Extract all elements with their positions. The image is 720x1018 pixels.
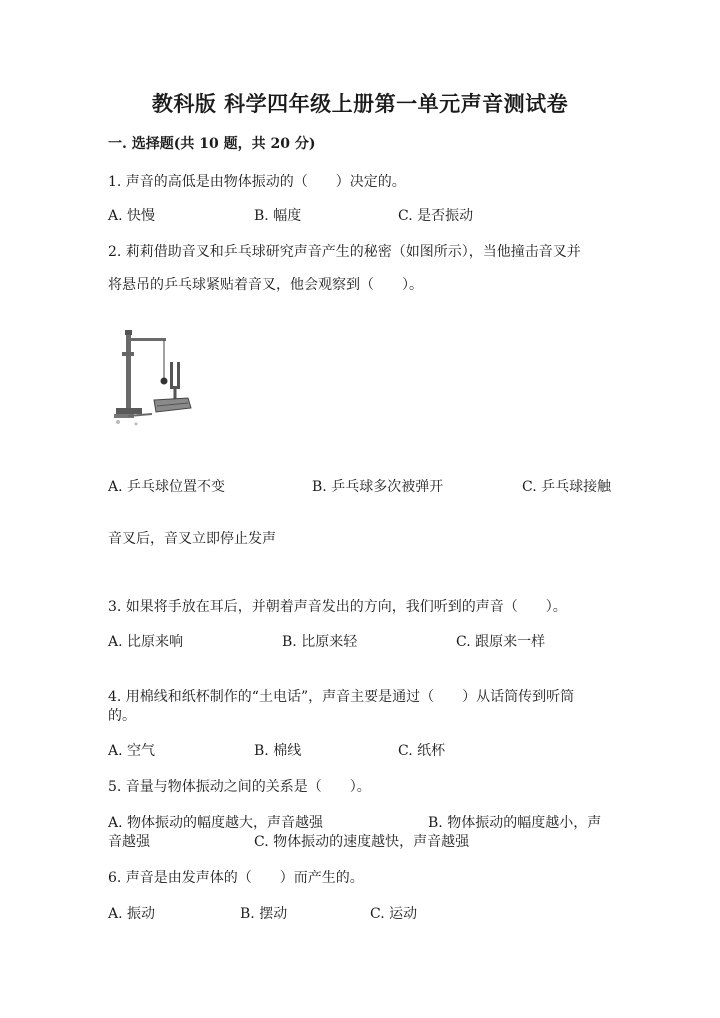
question-2-option-c-continued: 音叉后，音叉立即停止发声 xyxy=(108,531,276,547)
question-2-option-c[interactable]: C. 乒乓球接触 xyxy=(522,479,612,495)
question-1-option-b[interactable]: B. 幅度 xyxy=(254,208,302,224)
question-2-option-b[interactable]: B. 乒乓球多次被弹开 xyxy=(312,479,444,495)
question-6-option-b[interactable]: B. 摆动 xyxy=(240,906,288,922)
question-1-option-c[interactable]: C. 是否振动 xyxy=(398,208,474,224)
question-6-stem: 6. 声音是由发声体的（ ）而产生的。 xyxy=(108,870,364,886)
question-6-option-c[interactable]: C. 运动 xyxy=(370,906,418,922)
question-3-stem: 3. 如果将手放在耳后，并朝着声音发出的方向，我们听到的声音（ ）。 xyxy=(108,599,567,615)
question-5-stem: 5. 音量与物体振动之间的关系是（ ）。 xyxy=(108,779,371,795)
question-2-option-a[interactable]: A. 乒乓球位置不变 xyxy=(108,479,226,495)
question-4-option-c[interactable]: C. 纸杯 xyxy=(398,743,446,759)
section-title: 一. 选择题(共 10 题，共 20 分) xyxy=(108,136,316,152)
question-5-option-b-continued: 音越强 xyxy=(108,834,150,850)
page-title: 教科版 科学四年级上册第一单元声音测试卷 xyxy=(151,91,569,116)
question-3-option-b[interactable]: B. 比原来轻 xyxy=(282,634,358,650)
question-5-option-b[interactable]: B. 物体振动的幅度越小，声 xyxy=(428,815,602,831)
question-5-option-a[interactable]: A. 物体振动的幅度越大，声音越强 xyxy=(108,815,324,831)
question-1-option-a[interactable]: A. 快慢 xyxy=(108,208,156,224)
question-2-stem-line-2: 将悬吊的乒乓球紧贴着音叉，他会观察到（ ）。 xyxy=(108,277,423,293)
question-3-option-a[interactable]: A. 比原来响 xyxy=(108,634,184,650)
question-4-stem-line-1: 4. 用棉线和纸杯制作的“土电话”，声音主要是通过（ ）从话筒传到听筒 xyxy=(108,689,575,705)
question-4-option-b[interactable]: B. 棉线 xyxy=(254,743,302,759)
question-6-option-a[interactable]: A. 振动 xyxy=(108,906,156,922)
question-5-option-c[interactable]: C. 物体振动的速度越快，声音越强 xyxy=(254,834,470,850)
tuning-fork-figure xyxy=(112,328,194,428)
question-4-stem-line-2: 的。 xyxy=(108,708,136,724)
question-1-stem: 1. 声音的高低是由物体振动的（ ）决定的。 xyxy=(108,174,406,190)
question-3-option-c[interactable]: C. 跟原来一样 xyxy=(456,634,546,650)
question-2-stem-line-1: 2. 莉莉借助音叉和乒乓球研究声音产生的秘密（如图所示），当他撞击音叉并 xyxy=(108,244,581,260)
question-4-option-a[interactable]: A. 空气 xyxy=(108,743,156,759)
